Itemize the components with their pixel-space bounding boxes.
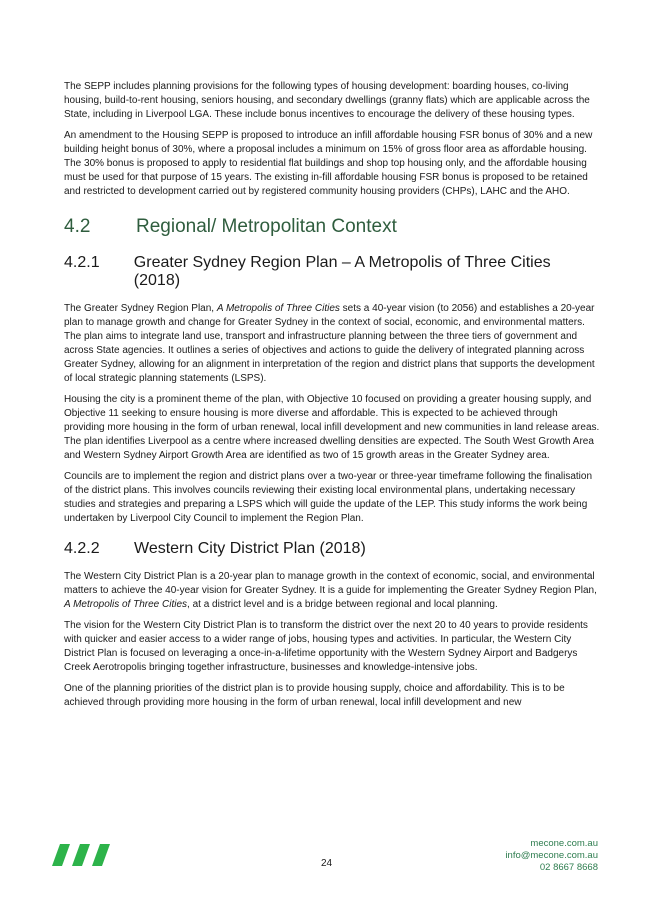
text-run: The Greater Sydney Region Plan, xyxy=(64,303,217,314)
section-4-2-1-paragraph-1 xyxy=(64,302,600,386)
section-title: Western City District Plan (2018) xyxy=(134,540,366,557)
email-link[interactable]: info@mecone.com.au xyxy=(505,850,598,861)
section-number: 4.2.2 xyxy=(64,540,100,557)
section-4-2-2-paragraph-1 xyxy=(64,570,600,612)
section-4-2-2-paragraph-2: The vision for the Western City District Plan is to transform the district over the next 20 to 40 years to provide residents with quicker and easier access to a wider range of jobs, housing types and activities. In particular, the Western City District Plan is focused on leveraging a once-in-a-lifetime opportunity with the Western Sydney Airport and Badgerys Creek Aerotropolis bringing together infrastructure, businesses and knowledge-intensive jobs. xyxy=(64,620,588,673)
section-heading-4-2 xyxy=(64,216,600,238)
intro-paragraph-2: An amendment to the Housing SEPP is proposed to introduce an infill affordable housing FSR bonus of 30% and a new building height bonus of 30%, where a proposal includes a minimum on 15% of gross floor area as affordable housing. The 30% bonus is proposed to apply to residential flat buildings and shop top housing only, and the affordable housing must be used for that purpose of 15 years. The existing in-fill affordable housing FSR bonus is proposed to be retained and restricted to development carried out by registered community housing providers (CHPs), LAHC and the AHO. xyxy=(64,130,593,197)
text-run: The Western City District Plan is a 20-year plan to manage growth in the context of economic, social, and environmental matters to achieve the 40-year vision for Greater Sydney. It is a guide for implementing the Greater Sydney Region Plan, xyxy=(64,571,597,596)
contact-block xyxy=(505,838,598,874)
website-link[interactable]: mecone.com.au xyxy=(530,838,598,849)
section-heading-4-2-2 xyxy=(64,540,600,558)
section-number: 4.2.1 xyxy=(64,254,100,271)
section-title: Regional/ Metropolitan Context xyxy=(136,216,397,237)
italic-title: A Metropolis of Three Cities xyxy=(64,599,188,610)
page-content xyxy=(64,80,600,717)
section-4-2-1-paragraph-2: Housing the city is a prominent theme of the plan, with Objective 10 focused on providing a greater housing supply, and Objective 11 seeking to ensure housing is more diverse and affordable. This is expected to be achieved through providing more housing in the form of urban renewal, local infill development and new communities in land release areas. The plan identifies Liverpool as a centre where increased dwelling densities are expected. The South West Growth Area and Western Sydney Airport Growth Area are identified as two of 15 growth areas in the Greater Sydney area. xyxy=(64,394,600,461)
section-heading-4-2-1 xyxy=(64,254,600,290)
section-title: Greater Sydney Region Plan – A Metropolis of Three Cities (2018) xyxy=(133,254,551,289)
phone-number: 02 8667 8668 xyxy=(539,862,598,873)
text-run: sets a 40-year vision (to 2056) and establishes a 20-year plan to manage growth and change for Greater Sydney in the context of social, economic, and environmental matters. The plan aims to integrate land use, transport and infrastructure planning between the three tiers of government and across State agencies. It outlines a series of objectives and actions to guide the delivery of integrated planning across Greater Sydney, allowing for an alignment in interpretation of the region and district plans that supports the development of local strategic planning statements (LSPS). xyxy=(64,303,595,384)
page-number: 24 xyxy=(320,858,333,869)
intro-paragraph-1: The SEPP includes planning provisions for the following types of housing development: boarding houses, co-living housing, build-to-rent housing, seniors housing, and secondary dwellings (granny flats) which are applicable across the State, including in Liverpool LGA. These include bonus incentives to encourage the delivery of these housing types. xyxy=(64,81,590,120)
section-4-2-2-paragraph-3: One of the planning priorities of the district plan is to provide housing supply, choice and affordability. This is to be achieved through providing more housing in the form of urban renewal, local infill development and new xyxy=(64,683,565,708)
section-4-2-1-paragraph-3: Councils are to implement the region and district plans over a two-year or three-year timeframe following the finalisation of the district plans. This involves councils reviewing their existing local environmental plans, undertaking necessary studies and strategies and preparing a LSPS which will guide the update of the LEP. This study informs the work being undertaken by Liverpool City Council to implement the Region Plan. xyxy=(64,471,593,524)
section-number: 4.2 xyxy=(64,216,91,237)
italic-title: A Metropolis of Three Cities xyxy=(216,303,340,314)
text-run: , at a district level and is a bridge between regional and local planning. xyxy=(187,599,498,610)
